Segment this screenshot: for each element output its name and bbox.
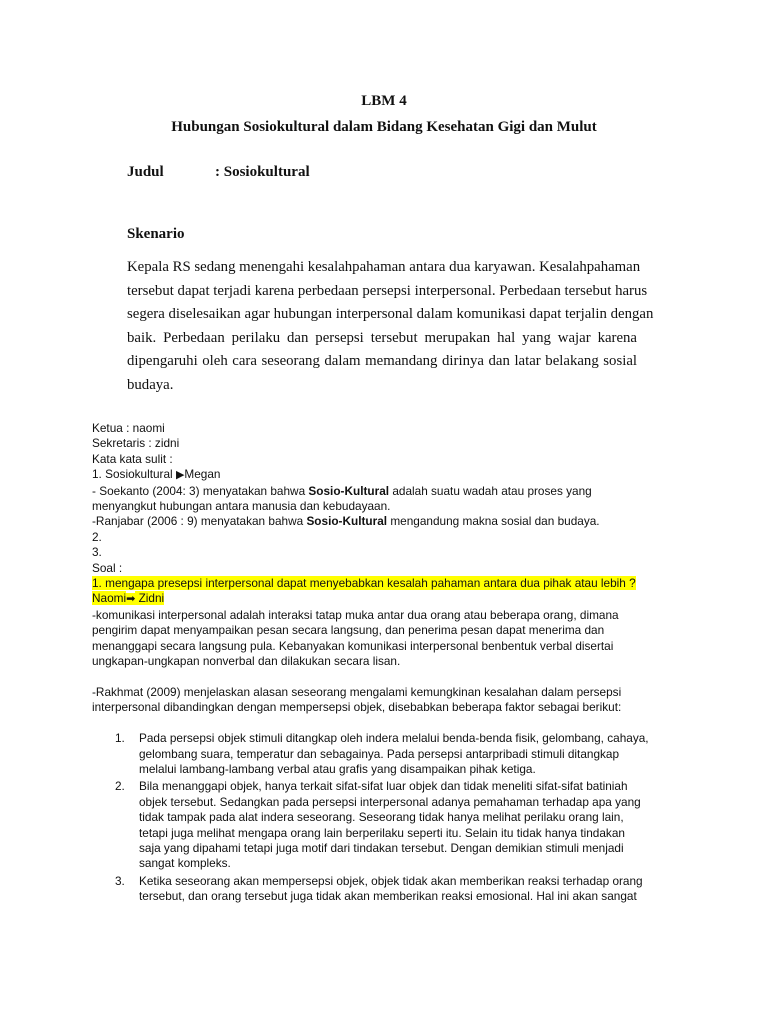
- right-arrow-icon: ➡: [126, 593, 136, 606]
- paragraph-line: -komunikasi interpersonal adalah interaksi tatap muka antar dua orang atau beberapa orang, dimana: [92, 607, 619, 622]
- paragraph-line: interpersonal dibandingkan dengan mempersepsi objek, disebabkan beberapa faktor sebagai berikut:: [92, 700, 622, 715]
- list-item: [92, 731, 692, 777]
- komunikasi-paragraph: [92, 608, 692, 670]
- list-line: saja yang dipahami tetapi juga motif dari tindakan tersebut. Dengan demikian stimuli menjadi: [139, 840, 624, 855]
- list-line: Ketika seseorang akan mempersepsi objek, objek tidak akan memberikan reaksi terhadap orang: [139, 873, 643, 888]
- kata-sulit-item-1: [92, 467, 692, 483]
- paragraph-line: menanggapi secara langsung pula. Kebanyakan komunikasi interpersonal benbentuk verbal disertai: [92, 638, 614, 653]
- skenario-line: baik. Perbedaan perilaku dan persepsi tersebut merupakan hal yang wajar karena: [127, 329, 637, 346]
- list-number: 1.: [115, 731, 125, 746]
- discussion-notes: [92, 421, 692, 907]
- list-item: [92, 874, 692, 905]
- ranjabar-definition-line: [92, 514, 692, 529]
- judul-label: Judul: [127, 164, 164, 180]
- kata-sulit-term: 1. Sosiokultural: [92, 467, 176, 482]
- skenario-heading: Skenario: [127, 226, 185, 242]
- play-arrow-icon: ▶: [175, 469, 185, 482]
- skenario-line: segera diselesaikan agar hubungan interpersonal dalam komunikasi dapat terjalin dengan: [127, 306, 654, 322]
- spacer: [92, 670, 692, 685]
- factor-list: [92, 731, 692, 904]
- paragraph-line: -Rakhmat (2009) menjelaskan alasan seseorang mengalami kemungkinan kesalahan dalam persepsi: [92, 684, 622, 699]
- paragraph-line: pengirim dapat menyampaikan pesan secara langsung, dan penerima pesan dapat menerima dan: [92, 623, 605, 638]
- ranjabar-text-pre: -Ranjabar (2006 : 9) menyatakan bahwa: [92, 514, 307, 529]
- skenario-line: Kepala RS sedang menengahi kesalahpahaman antara dua karyawan. Kesalahpahaman: [127, 259, 641, 275]
- list-line: tetapi juga melihat mengapa orang lain berperilaku seperti itu. Selain itu tidak hanya tindakan: [139, 825, 625, 840]
- paragraph-line: ungkapan-ungkapan nonverbal dan dilakukan secara lisan.: [92, 654, 401, 669]
- question-1-assignees: [92, 591, 692, 607]
- list-line: objek tersebut. Sedangkan pada persepsi interpersonal adanya pemahaman terhadap apa yang: [139, 794, 641, 809]
- soekanto-text-pre: - Soekanto (2004: 3) menyatakan bahwa: [92, 483, 309, 498]
- kata-sulit-heading: Kata kata sulit :: [92, 451, 173, 466]
- list-number: 3.: [115, 873, 125, 888]
- list-item: [92, 779, 692, 871]
- list-line: tersebut, dan orang tersebut juga tidak akan memberikan reaksi emosional. Hal ini akan sangat: [139, 889, 637, 904]
- ranjabar-text-post: mengandung makna sosial dan budaya.: [387, 514, 600, 529]
- document-subtitle: Hubungan Sosiokultural dalam Bidang Kesehatan Gigi dan Mulut: [171, 119, 597, 135]
- kata-sulit-item-2: 2.: [92, 529, 102, 544]
- judul-row: [127, 164, 310, 181]
- kata-sulit-item-3: 3.: [92, 545, 102, 560]
- list-line: gelombang suara, temperatur dan sebagainya. Pada persepsi antarpribadi stimuli ditangkap: [139, 746, 620, 761]
- judul-value: : Sosiokultural: [215, 164, 310, 180]
- list-line: tidak tampak pada alat indera seseorang. Seseorang tidak hanya melihat perilaku orang lain,: [139, 810, 624, 825]
- list-line: sangat kompleks.: [139, 856, 231, 871]
- question-1-assignee-to: Zidni: [135, 591, 165, 606]
- soekanto-definition-line-2: menyangkut hubungan antara manusia dan kebudayaan.: [92, 499, 391, 514]
- list-line: Pada persepsi objek stimuli ditangkap oleh indera melalui benda-benda fisik, gelombang, cahaya,: [139, 731, 649, 746]
- soekanto-term: Sosio-Kultural: [308, 483, 390, 498]
- sekretaris-line: Sekretaris : zidni: [92, 436, 180, 451]
- soal-heading: Soal :: [92, 560, 123, 575]
- list-line: Bila menanggapi objek, hanya terkait sifat-sifat luar objek dan tidak meneliti sifat-sifat batiniah: [139, 779, 628, 794]
- list-number: 2.: [115, 779, 125, 794]
- rakhmat-paragraph: [92, 685, 692, 716]
- skenario-line: budaya.: [127, 376, 174, 393]
- ranjabar-term: Sosio-Kultural: [306, 514, 388, 529]
- ketua-line: Ketua : naomi: [92, 421, 165, 435]
- lbm-title: LBM 4: [361, 93, 407, 109]
- spacer: [92, 716, 692, 731]
- question-1-text: 1. mengapa presepsi interpersonal dapat menyebabkan kesalah pahaman antara dua pihak atau lebih ?: [92, 576, 636, 591]
- soekanto-definition-line: [92, 484, 692, 499]
- soekanto-text-post: adalah suatu wadah atau proses yang: [389, 483, 592, 498]
- skenario-line: dipengaruhi oleh cara seseorang dalam memandang dirinya dan latar belakang sosial: [127, 353, 637, 369]
- question-1: [92, 576, 692, 591]
- skenario-paragraph: [127, 256, 654, 397]
- skenario-line: tersebut dapat terjadi karena perbedaan persepsi interpersonal. Perbedaan tersebut harus: [127, 282, 648, 299]
- list-line: melalui lambang-lambang verbal atau grafis yang disampaikan pihak ketiga.: [139, 761, 536, 776]
- kata-sulit-assignee: Megan: [184, 467, 221, 482]
- question-1-assignee-from: Naomi: [92, 591, 127, 606]
